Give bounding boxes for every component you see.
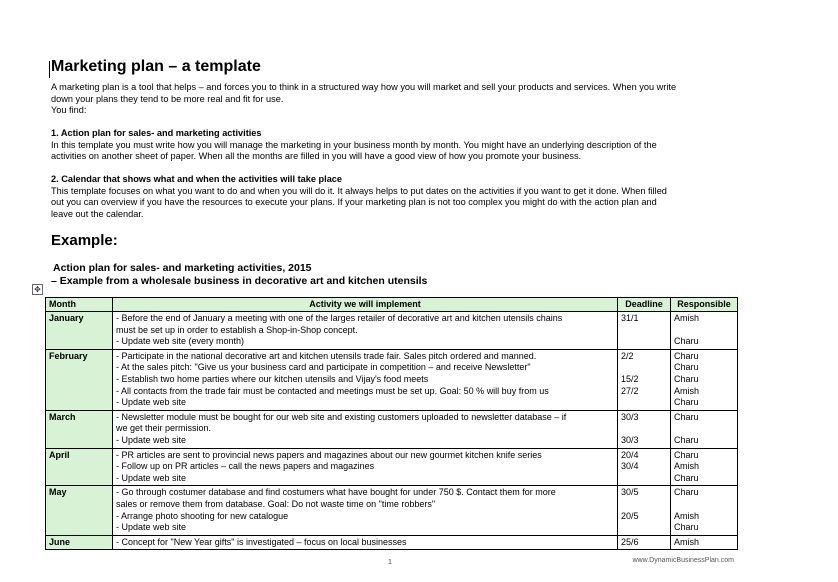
- responsible-cell[interactable]: [671, 448, 738, 486]
- activity-line: sales or remove them from database. Goal: Do not waste time on "time robbers": [116, 498, 436, 509]
- intro-line: You find:: [51, 105, 87, 115]
- activity-line: - At the sales pitch: "Give us your business card and participate in competition – and receive Newsletter": [116, 362, 531, 373]
- table-move-handle-icon[interactable]: ✥: [32, 284, 43, 295]
- activity-line: - Update web site: [116, 522, 187, 533]
- section1-heading: 1. Action plan for sales- and marketing activities: [51, 128, 262, 138]
- responsible-line: Amish: [674, 313, 700, 323]
- activity-cell[interactable]: [113, 312, 618, 350]
- activity-line: - Go through costumer database and find costumers what have bought for under 750 $. Contact them for more: [116, 487, 556, 498]
- section2-paragraph[interactable]: [51, 174, 741, 220]
- deadline-line: 27/2: [621, 385, 639, 396]
- section1-paragraph[interactable]: [51, 128, 741, 163]
- activity-line: - Newsletter module must be bought for our web site and existing customers uploaded to newsletter database – if: [116, 411, 567, 422]
- responsible-line: Amish: [674, 510, 700, 521]
- deadline-cell[interactable]: [618, 349, 671, 410]
- deadline-line: 30/3: [621, 434, 639, 445]
- responsible-line: Charu: [674, 362, 699, 373]
- month-cell[interactable]: June: [46, 535, 113, 550]
- section1-line: In this template you must write how you will manage the marketing in your business month by month. You might have an underlying description of the: [51, 139, 657, 150]
- section1-line: activities on another sheet of paper. When all the months are filled in you will have a good view of how you promote your business.: [51, 151, 582, 161]
- page-number: 1: [388, 559, 392, 566]
- section2-heading: 2. Calendar that shows what and when the activities will take place: [51, 174, 343, 184]
- activity-line: - Participate in the national decorative art and kitchen utensils trade fair. Sales pitch ordered and manned.: [116, 350, 537, 361]
- responsible-cell[interactable]: [671, 349, 738, 410]
- month-cell[interactable]: April: [46, 448, 113, 486]
- deadline-line: [621, 336, 667, 348]
- deadline-line: [621, 473, 667, 485]
- text-cursor: [49, 61, 50, 78]
- responsible-line: Charu: [674, 411, 699, 422]
- activity-line: - Update web site (every month): [116, 336, 245, 347]
- table-row: [46, 312, 738, 350]
- table-header-row: [46, 298, 738, 312]
- deadline-line: [621, 397, 667, 409]
- table-row: [46, 486, 738, 535]
- deadline-line: [621, 522, 667, 534]
- deadline-cell[interactable]: [618, 535, 671, 550]
- responsible-line: Charu: [674, 397, 699, 408]
- activity-line: - Follow up on PR articles – call the news papers and magazines: [116, 461, 375, 472]
- section2-line: out you can overview if you have the resources to execute your plans. If your marketing plan is not too complex you might do with the action plan and: [51, 197, 657, 207]
- deadline-line: 30/4: [621, 461, 639, 472]
- activity-line: - Establish two home parties where our kitchen utensils and Vijay's food meets: [116, 373, 429, 384]
- responsible-line: Amish: [674, 461, 700, 472]
- deadline-cell[interactable]: [618, 312, 671, 350]
- responsible-line: Charu: [674, 449, 699, 460]
- deadline-line: [621, 423, 667, 435]
- deadline-line: 25/6: [621, 536, 639, 547]
- responsible-cell[interactable]: [671, 312, 738, 350]
- activity-line: - PR articles are sent to provincial news papers and magazines about our new gourmet kitchen knife series: [116, 449, 542, 460]
- deadline-cell[interactable]: [618, 410, 671, 448]
- header-activity[interactable]: Activity we will implement: [113, 298, 618, 312]
- action-plan-table: [45, 297, 738, 550]
- activity-line: - Update web site: [116, 472, 187, 483]
- responsible-line: Amish: [674, 385, 700, 396]
- responsible-line: Charu: [674, 373, 699, 384]
- month-cell[interactable]: May: [46, 486, 113, 535]
- activity-line: - Before the end of January a meeting with one of the larges retailer of decorative art and kitchen utensils chains: [116, 313, 563, 323]
- deadline-cell[interactable]: [618, 448, 671, 486]
- responsible-line: [674, 499, 734, 511]
- plan-title-line: Action plan for sales- and marketing activities, 2015: [53, 262, 312, 274]
- deadline-cell[interactable]: [618, 486, 671, 535]
- responsible-cell[interactable]: [671, 486, 738, 535]
- activity-line: - All contacts from the trade fair must be contacted and meetings must be set up. Goal: 50 % will buy from us: [116, 385, 549, 396]
- deadline-line: 20/5: [621, 510, 639, 521]
- deadline-line: [621, 325, 667, 337]
- section2-line: This template focuses on what you want to do and when you will do it. It always helps to put dates on the activities if you want to get it done. When filled: [51, 185, 667, 196]
- activity-line: - Arrange photo shooting for new catalogue: [116, 510, 289, 521]
- example-heading[interactable]: Example:: [51, 232, 118, 249]
- responsible-line: Amish: [674, 536, 700, 547]
- activity-line: - Update web site: [116, 397, 187, 408]
- responsible-line: [674, 423, 734, 435]
- activity-cell[interactable]: [113, 448, 618, 486]
- activity-line: - Update web site: [116, 434, 187, 445]
- responsible-line: Charu: [674, 350, 699, 361]
- deadline-line: 2/2: [621, 350, 634, 361]
- footer-url: www.DynamicBusinessPlan.com: [632, 557, 734, 564]
- deadline-line: 20/4: [621, 449, 639, 460]
- responsible-line: Charu: [674, 487, 699, 498]
- month-cell[interactable]: March: [46, 410, 113, 448]
- activity-cell[interactable]: [113, 410, 618, 448]
- activity-cell[interactable]: [113, 349, 618, 410]
- deadline-line: 30/5: [621, 487, 639, 498]
- table-row: [46, 535, 738, 550]
- table-body: [46, 312, 738, 550]
- responsible-line: Charu: [674, 472, 699, 483]
- intro-paragraph[interactable]: [51, 82, 741, 117]
- section2-line: leave out the calendar.: [51, 208, 144, 219]
- plan-title-subline: – Example from a wholesale business in decorative art and kitchen utensils: [51, 275, 428, 287]
- document-title[interactable]: Marketing plan – a template: [51, 58, 261, 75]
- header-deadline[interactable]: Deadline: [618, 298, 671, 312]
- responsible-cell[interactable]: [671, 410, 738, 448]
- intro-line: down your plans they tend to be more real and fit for use.: [51, 93, 284, 104]
- deadline-line: 31/1: [621, 313, 639, 323]
- header-responsible[interactable]: Responsible: [671, 298, 738, 312]
- activity-line: - Concept for "New Year gifts" is investigated – focus on local businesses: [116, 536, 407, 547]
- month-cell[interactable]: January: [46, 312, 113, 350]
- activity-cell[interactable]: [113, 486, 618, 535]
- table-row: [46, 410, 738, 448]
- month-cell[interactable]: February: [46, 349, 113, 410]
- activity-line: we get their permission.: [116, 423, 212, 434]
- deadline-line: 30/3: [621, 411, 639, 422]
- header-month[interactable]: Month: [46, 298, 113, 312]
- responsible-line: Charu: [674, 336, 699, 347]
- responsible-line: Charu: [674, 434, 699, 445]
- deadline-line: [621, 362, 667, 374]
- deadline-line: 15/2: [621, 373, 639, 384]
- responsible-cell[interactable]: [671, 535, 738, 550]
- responsible-line: Charu: [674, 522, 699, 533]
- activity-line: must be set up in order to establish a Shop-in-Shop concept.: [116, 324, 358, 335]
- deadline-line: [621, 499, 667, 511]
- activity-cell[interactable]: [113, 535, 618, 550]
- intro-line: A marketing plan is a tool that helps – and forces you to think in a structured way how you will market and sell your products and services. When you write: [51, 82, 677, 92]
- plan-title[interactable]: [51, 262, 427, 288]
- table-row: [46, 448, 738, 486]
- table-row: [46, 349, 738, 410]
- responsible-line: [674, 325, 734, 337]
